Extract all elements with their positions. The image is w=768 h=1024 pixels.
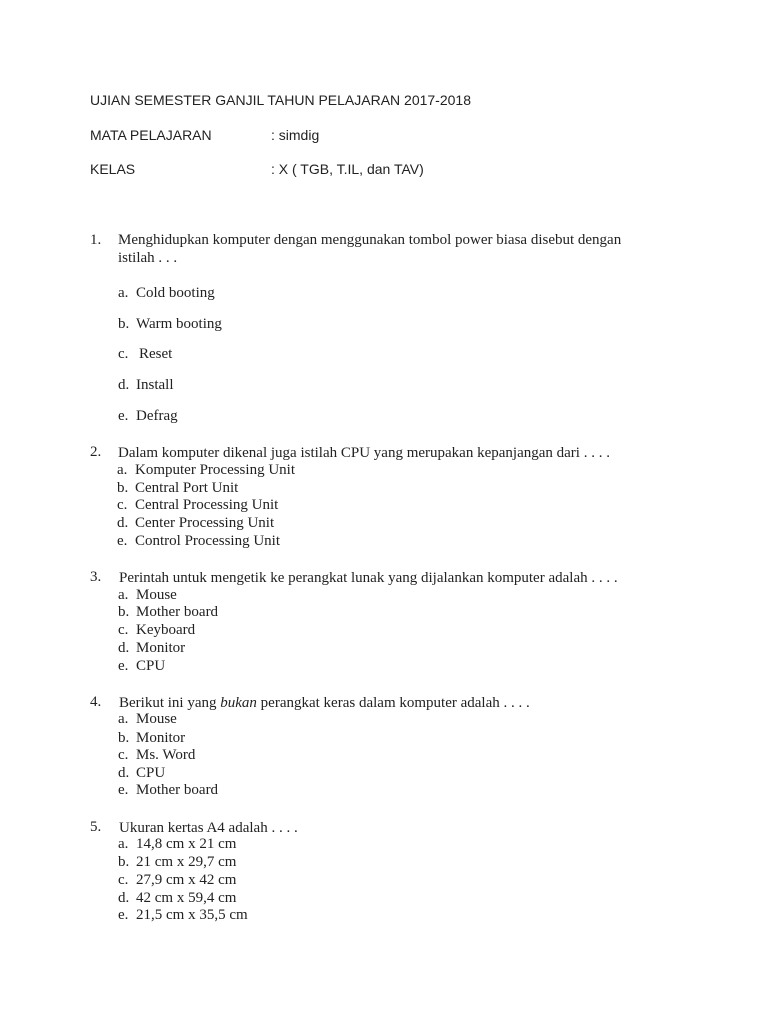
question-number: 2. — [90, 444, 102, 460]
option-letter: e. — [118, 658, 129, 674]
option-text: 14,8 cm x 21 cm — [136, 836, 237, 852]
option-c[interactable] — [118, 872, 236, 889]
option-letter: a. — [118, 711, 129, 727]
option-letter: b. — [117, 480, 129, 496]
option-text: 42 cm x 59,4 cm — [136, 890, 237, 906]
option-letter: d. — [118, 890, 130, 906]
option-letter: b. — [118, 604, 130, 620]
option-text: 21 cm x 29,7 cm — [136, 854, 237, 870]
option-e[interactable] — [118, 408, 178, 425]
option-letter: a. — [118, 836, 129, 852]
option-letter: c. — [118, 747, 129, 763]
subject-value: : simdig — [271, 127, 320, 143]
option-text: Control Processing Unit — [135, 533, 280, 549]
option-e[interactable] — [118, 907, 248, 924]
class-label: KELAS — [90, 161, 136, 177]
option-text: Mother board — [136, 604, 219, 620]
option-text: Defrag — [136, 408, 178, 424]
option-letter: e. — [118, 782, 129, 798]
option-letter: e. — [118, 907, 129, 923]
option-text: CPU — [136, 765, 166, 781]
option-text: Cold booting — [136, 285, 215, 301]
option-text: Ms. Word — [136, 747, 196, 763]
option-text: Reset — [139, 346, 173, 362]
option-e[interactable] — [118, 782, 218, 799]
option-text: 27,9 cm x 42 cm — [136, 872, 237, 888]
option-c[interactable] — [118, 747, 195, 764]
option-d[interactable] — [118, 640, 185, 657]
option-d[interactable] — [118, 890, 236, 907]
option-letter: b. — [118, 854, 130, 870]
option-b[interactable] — [118, 854, 236, 871]
option-text: Center Processing Unit — [135, 515, 275, 531]
option-b[interactable] — [118, 604, 218, 621]
question-text: Dalam komputer dikenal juga istilah CPU yang merupakan kepanjangan dari . . . . — [118, 445, 610, 461]
question-number: 4. — [90, 694, 102, 710]
question-number: 1. — [90, 232, 102, 248]
option-letter: d. — [118, 765, 130, 781]
option-letter: b. — [118, 730, 130, 746]
option-text: Mouse — [136, 711, 177, 727]
option-letter: d. — [118, 640, 130, 656]
option-letter: d. — [118, 377, 130, 393]
option-a[interactable] — [118, 285, 215, 302]
question-text-part: Berikut ini yang — [119, 695, 221, 711]
option-text: Warm booting — [136, 316, 222, 332]
option-b[interactable] — [118, 316, 222, 333]
option-d[interactable] — [118, 377, 174, 394]
option-c[interactable] — [118, 346, 172, 363]
option-letter: a. — [118, 587, 129, 603]
question-text: Perintah untuk mengetik ke perangkat lunak yang dijalankan komputer adalah . . . . — [119, 570, 618, 586]
option-b[interactable] — [118, 730, 185, 747]
option-d[interactable] — [117, 515, 274, 532]
option-letter: e. — [117, 533, 128, 549]
question-text-part: perangkat keras dalam komputer adalah . . . . — [256, 695, 530, 711]
option-c[interactable] — [117, 497, 278, 514]
option-text: Mouse — [136, 587, 177, 603]
option-b[interactable] — [117, 480, 238, 497]
question-text-line2: istilah . . . — [118, 250, 178, 266]
question-text-emphasis: bukan — [220, 695, 257, 711]
question-text: Ukuran kertas A4 adalah . . . . — [119, 820, 298, 836]
subject-label: MATA PELAJARAN — [90, 127, 212, 143]
question-number: 3. — [90, 569, 102, 585]
option-letter: c. — [118, 872, 129, 888]
option-text: Install — [136, 377, 174, 393]
question-number: 5. — [90, 819, 102, 835]
option-letter: c. — [117, 497, 128, 513]
exam-title: UJIAN SEMESTER GANJIL TAHUN PELAJARAN 2017-2018 — [90, 92, 471, 108]
option-a[interactable] — [117, 462, 295, 479]
option-letter: c. — [118, 346, 129, 362]
option-a[interactable] — [118, 587, 177, 604]
option-letter: d. — [117, 515, 129, 531]
option-letter: a. — [117, 462, 128, 478]
option-text: Keyboard — [136, 622, 196, 638]
question-text-line1: Menghidupkan komputer dengan menggunakan tombol power biasa disebut dengan — [118, 232, 622, 248]
option-text: Mother board — [136, 782, 219, 798]
option-a[interactable] — [118, 836, 236, 853]
option-text: Central Processing Unit — [135, 497, 279, 513]
option-a[interactable] — [118, 711, 177, 728]
question-text — [119, 694, 530, 712]
option-letter: a. — [118, 285, 129, 301]
option-text: Monitor — [136, 640, 186, 656]
option-text: Monitor — [136, 730, 186, 746]
option-letter: e. — [118, 408, 129, 424]
class-value: : X ( TGB, T.IL, dan TAV) — [271, 161, 424, 177]
option-text: Central Port Unit — [135, 480, 239, 496]
option-d[interactable] — [118, 765, 165, 782]
option-e[interactable] — [118, 658, 165, 675]
option-e[interactable] — [117, 533, 280, 550]
option-c[interactable] — [118, 622, 195, 639]
option-text: CPU — [136, 658, 166, 674]
option-letter: b. — [118, 316, 130, 332]
option-text: 21,5 cm x 35,5 cm — [136, 907, 248, 923]
option-letter: c. — [118, 622, 129, 638]
option-text: Komputer Processing Unit — [135, 462, 295, 478]
